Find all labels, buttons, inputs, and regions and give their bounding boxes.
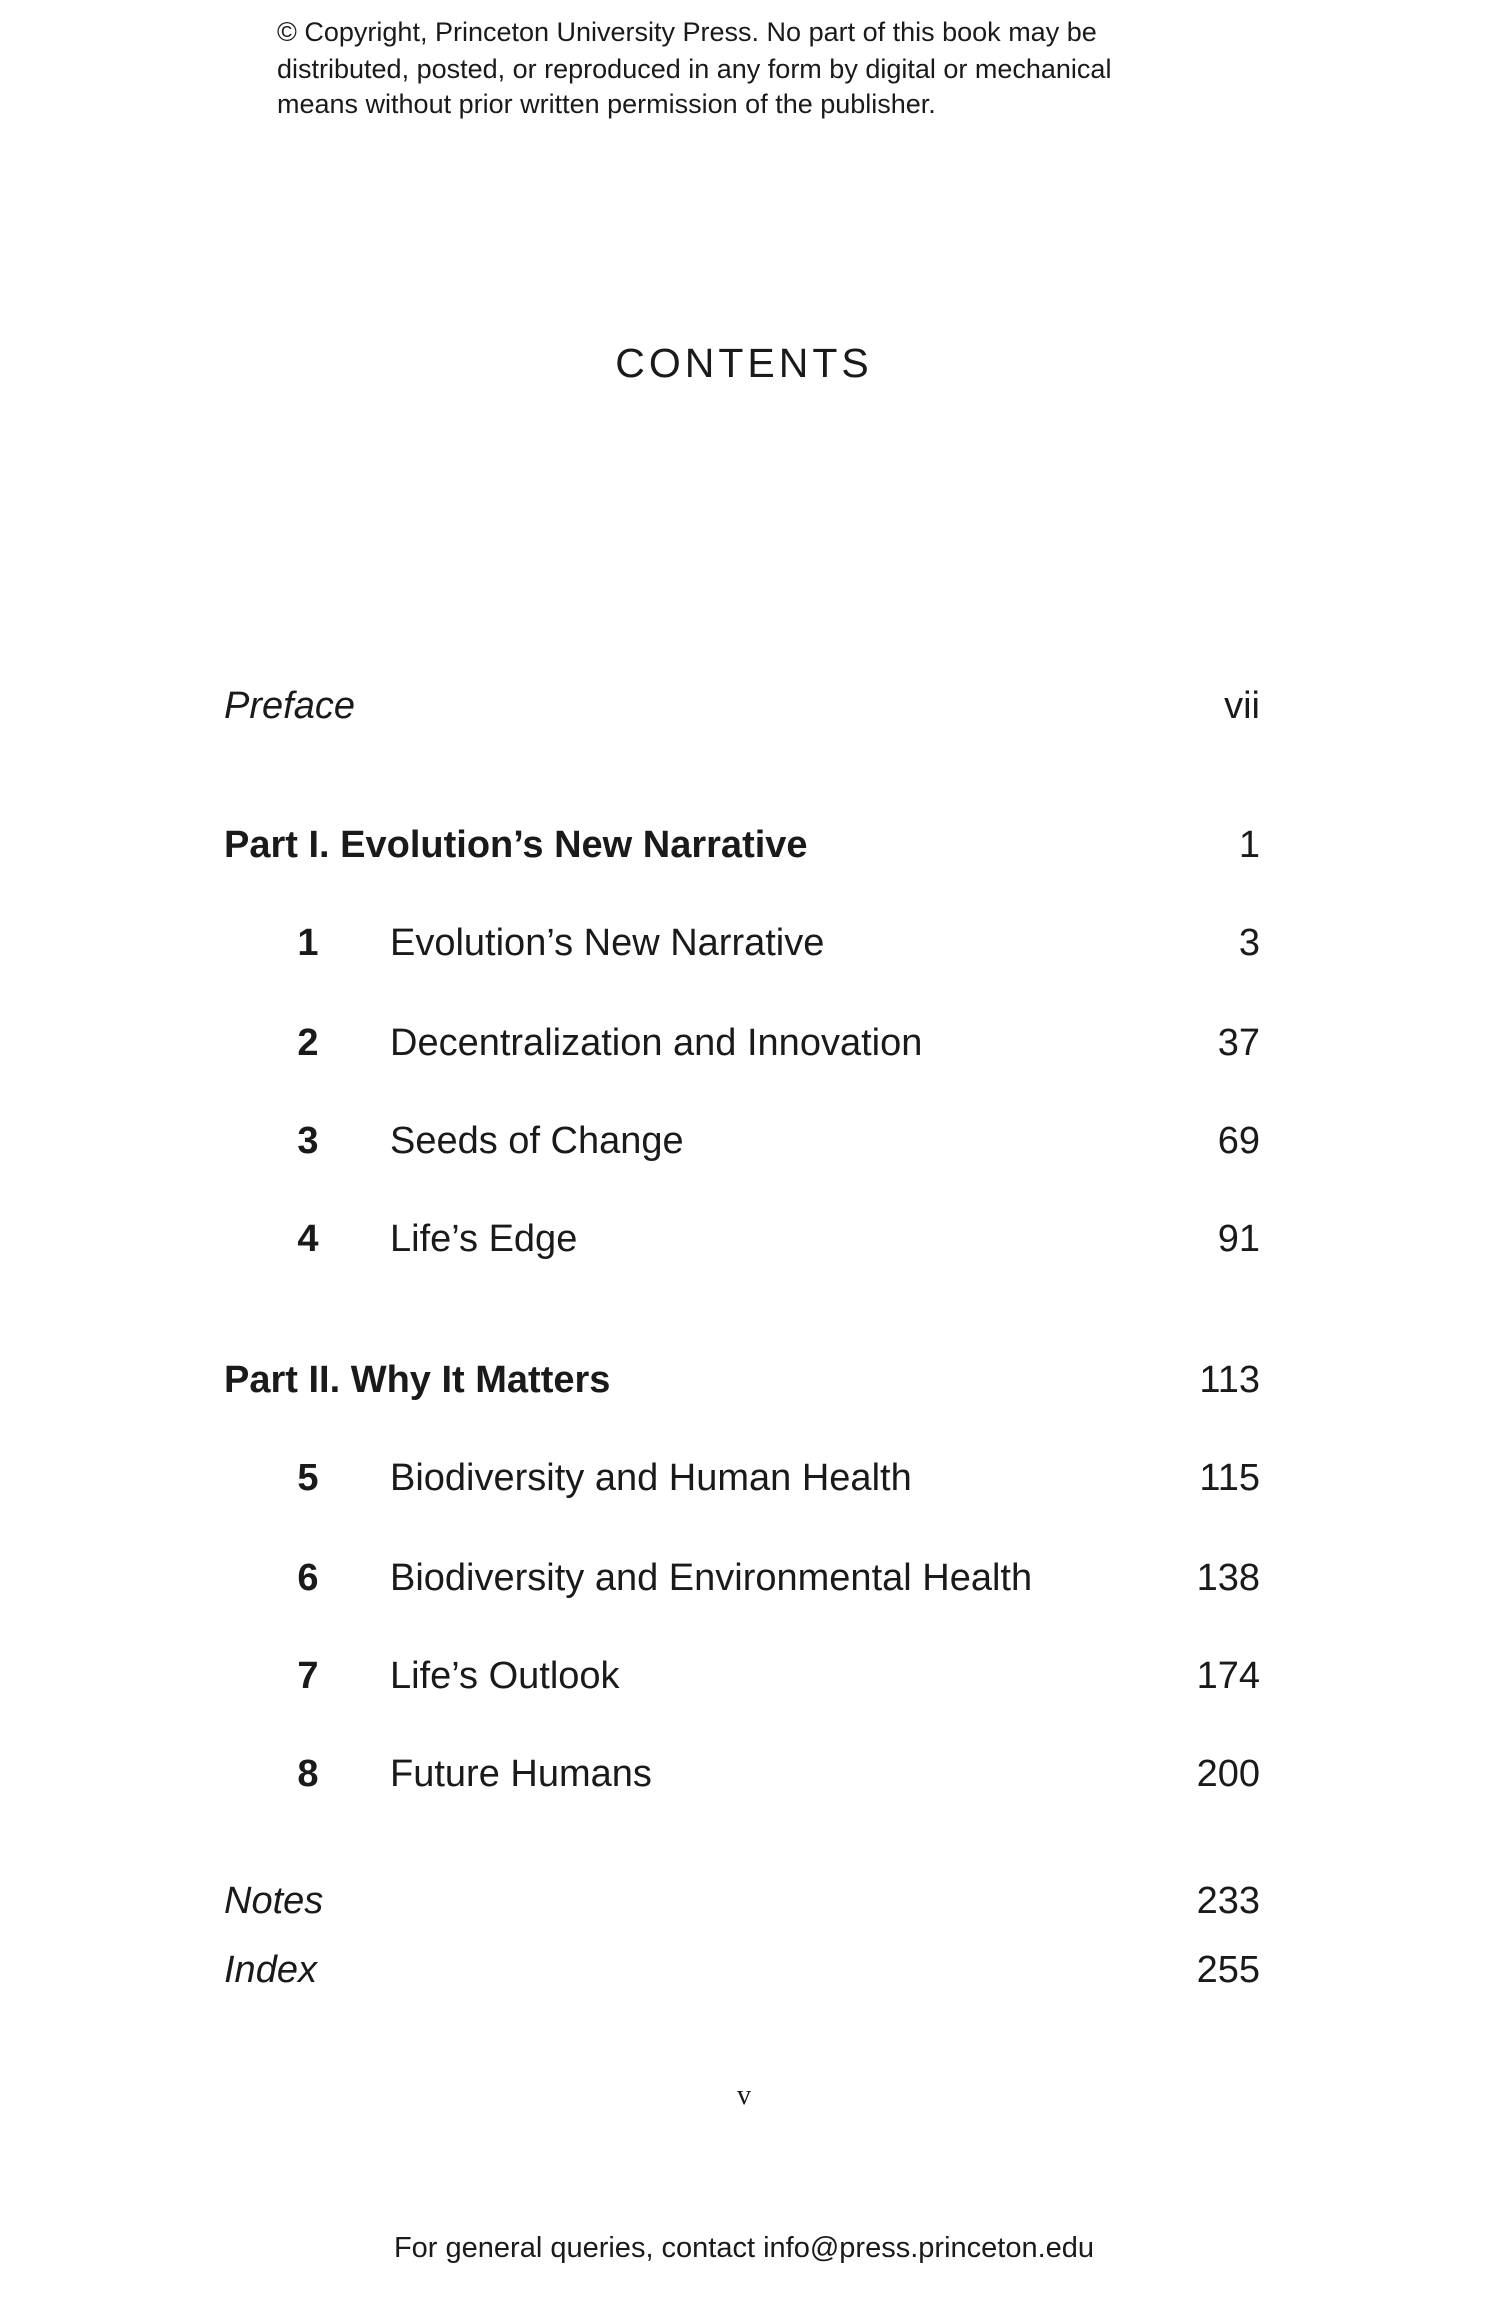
entry-label: Decentralization and Innovation bbox=[390, 1022, 923, 1064]
entry-page: 1 bbox=[1238, 824, 1260, 866]
toc-chapter bbox=[224, 918, 1260, 968]
chapter-number: 7 bbox=[297, 1655, 319, 1697]
entry-page: 113 bbox=[1199, 1359, 1260, 1401]
entry-label: Future Humans bbox=[390, 1753, 652, 1795]
entry-label: Biodiversity and Environmental Health bbox=[390, 1557, 1033, 1599]
toc-chapter bbox=[224, 1749, 1260, 1799]
entry-label: Evolution’s New Narrative bbox=[390, 922, 825, 964]
toc-chapter bbox=[224, 1116, 1260, 1166]
entry-label: Life’s Edge bbox=[390, 1218, 578, 1260]
entry-page: 115 bbox=[1199, 1457, 1260, 1499]
toc-entry-notes bbox=[224, 1876, 1260, 1926]
entry-page: 138 bbox=[1196, 1557, 1260, 1599]
page-title: CONTENTS bbox=[615, 340, 873, 386]
toc-part-1 bbox=[224, 820, 1260, 870]
chapter-number: 1 bbox=[297, 922, 319, 964]
entry-label: Biodiversity and Human Health bbox=[390, 1457, 912, 1499]
entry-page: 255 bbox=[1196, 1949, 1260, 1991]
chapter-number: 4 bbox=[297, 1218, 319, 1260]
entry-label: Notes bbox=[224, 1880, 324, 1922]
entry-label: Life’s Outlook bbox=[390, 1655, 620, 1697]
entry-label: Preface bbox=[224, 685, 355, 727]
chapter-number: 8 bbox=[297, 1753, 319, 1795]
toc-part-2 bbox=[224, 1355, 1260, 1405]
toc-chapter bbox=[224, 1651, 1260, 1701]
entry-label: Part I. Evolution’s New Narrative bbox=[224, 824, 808, 866]
chapter-number: 2 bbox=[297, 1022, 319, 1064]
toc-entry-preface bbox=[224, 681, 1260, 731]
toc-chapter bbox=[224, 1553, 1260, 1603]
chapter-number: 5 bbox=[297, 1457, 319, 1499]
chapter-number: 3 bbox=[297, 1120, 319, 1162]
entry-page: 3 bbox=[1238, 922, 1260, 964]
toc-chapter bbox=[224, 1214, 1260, 1264]
copyright-line-2: distributed, posted, or reproduced in any form by digital or mechanical bbox=[277, 54, 1112, 84]
chapter-number: 6 bbox=[297, 1557, 319, 1599]
copyright-line-3: means without prior written permission of the publisher. bbox=[277, 89, 936, 119]
entry-page: 233 bbox=[1196, 1880, 1260, 1922]
entry-page: 174 bbox=[1196, 1655, 1260, 1697]
entry-page: 37 bbox=[1217, 1022, 1260, 1064]
footer-contact: For general queries, contact info@press.princeton.edu bbox=[393, 2232, 1095, 2264]
entry-label: Seeds of Change bbox=[390, 1120, 684, 1162]
entry-label: Index bbox=[224, 1949, 317, 1991]
toc-chapter bbox=[224, 1018, 1260, 1068]
entry-page: vii bbox=[1224, 685, 1260, 727]
entry-page: 200 bbox=[1196, 1753, 1260, 1795]
toc-chapter bbox=[224, 1453, 1260, 1503]
page-number: v bbox=[737, 2080, 751, 2111]
toc-entry-index bbox=[224, 1945, 1260, 1995]
copyright-line-1: © Copyright, Princeton University Press. No part of this book may be bbox=[277, 17, 1097, 47]
entry-label: Part II. Why It Matters bbox=[224, 1359, 611, 1401]
entry-page: 91 bbox=[1217, 1218, 1260, 1260]
entry-page: 69 bbox=[1217, 1120, 1260, 1162]
